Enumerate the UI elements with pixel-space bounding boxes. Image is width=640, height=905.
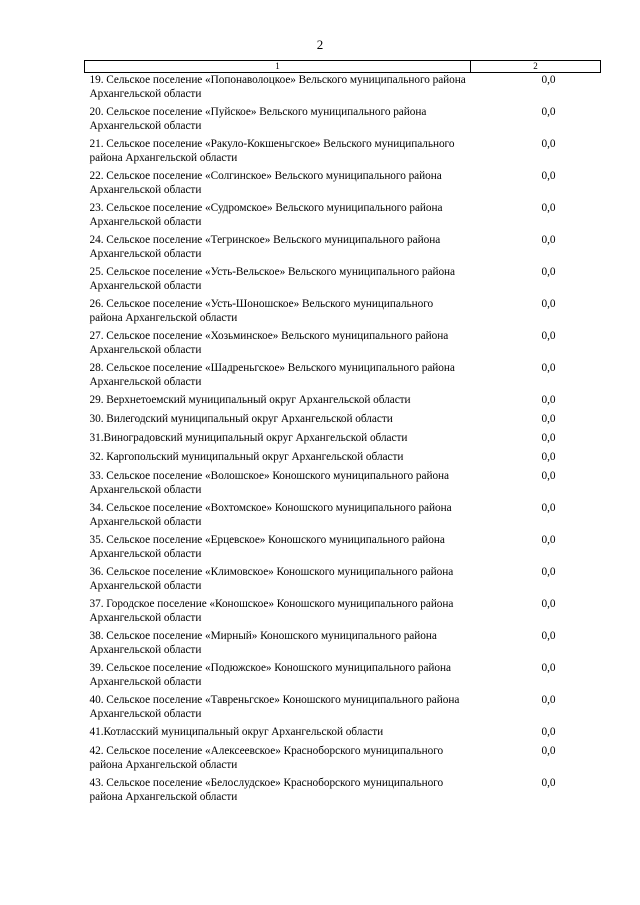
municipality-value: 0,0 [541,745,556,757]
municipality-value: 0,0 [541,298,556,310]
municipality-value: 0,0 [541,413,556,425]
table-row [85,533,601,565]
table-row [85,431,601,450]
municipality-value: 0,0 [541,106,556,118]
municipality-name: 24. Сельское поселение «Тегринское» Вельского муниципального района Архангельской области [89,234,441,260]
municipality-name: 20. Сельское поселение «Пуйское» Вельского муниципального района Архангельской области [89,106,427,132]
table-header-row [85,61,601,73]
municipality-name: 38. Сельское поселение «Мирный» Коношского муниципального района Архангельской области [89,630,437,656]
table-row [85,137,601,169]
table-row [85,412,601,431]
table-row [85,169,601,201]
municipality-name: 29. Верхнетоемский муниципальный округ Архангельской области [89,394,411,406]
municipality-name: 32. Каргопольский муниципальный округ Архангельской области [89,451,404,463]
municipality-value: 0,0 [541,630,556,642]
municipality-value: 0,0 [541,394,556,406]
page-number: 2 [316,37,324,52]
municipality-name: 25. Сельское поселение «Усть-Вельское» Вельского муниципального района Архангельской области [89,266,455,292]
municipality-value: 0,0 [541,266,556,278]
table-row [85,265,601,297]
municipality-value: 0,0 [541,502,556,514]
municipality-value: 0,0 [541,598,556,610]
municipality-value: 0,0 [541,362,556,374]
municipality-value: 0,0 [541,170,556,182]
municipality-name: 43. Сельское поселение «Белослудское» Красноборского муниципального района Архангельской области [89,777,444,803]
municipality-value: 0,0 [541,234,556,246]
municipality-name: 23. Сельское поселение «Судромское» Вельского муниципального района Архангельской области [89,202,443,228]
municipality-value: 0,0 [541,566,556,578]
table-row [85,501,601,533]
municipality-name: 28. Сельское поселение «Шадреньгское» Вельского муниципального района Архангельской области [89,362,455,388]
table-row [85,297,601,329]
table-row [85,693,601,725]
municipality-value: 0,0 [541,202,556,214]
municipality-name: 33. Сельское поселение «Волошское» Коношского муниципального района Архангельской области [89,470,449,496]
table-row [85,744,601,776]
municipality-value: 0,0 [541,330,556,342]
municipality-name: 40. Сельское поселение «Тавреньгское» Коношского муниципального района Архангельской области [89,694,460,720]
municipality-name: 41.Котласский муниципальный округ Архангельской области [89,726,384,738]
municipality-value: 0,0 [541,470,556,482]
municipality-name: 31.Виноградовский муниципальный округ Архангельской области [89,432,408,444]
table-row [85,201,601,233]
municipality-name: 42. Сельское поселение «Алексеевское» Красноборского муниципального района Архангельской области [89,745,444,771]
table-row [85,233,601,265]
table-row [85,725,601,744]
table-row [85,469,601,501]
municipality-value: 0,0 [541,694,556,706]
municipality-name: 27. Сельское поселение «Хозьминское» Вельского муниципального района Архангельской области [89,330,449,356]
table-row [85,597,601,629]
data-table [84,60,601,808]
table-row [85,105,601,137]
municipality-value: 0,0 [541,534,556,546]
table-row [85,661,601,693]
municipality-name: 30. Вилегодский муниципальный округ Архангельской области [89,413,393,425]
table-row [85,73,601,106]
municipality-name: 22. Сельское поселение «Солгинское» Вельского муниципального района Архангельской области [89,170,442,196]
municipality-name: 34. Сельское поселение «Вохтомское» Коношского муниципального района Архангельской области [89,502,452,528]
column-header-1: 1 [85,61,471,73]
municipality-name: 21. Сельское поселение «Ракуло-Кокшеньгское» Вельского муниципального района Архангельской области [89,138,455,164]
municipality-value: 0,0 [541,451,556,463]
municipality-name: 35. Сельское поселение «Ерцевское» Коношского муниципального района Архангельской области [89,534,445,560]
column-header-2: 2 [471,61,601,73]
municipality-name: 39. Сельское поселение «Подюжское» Коношского муниципального района Архангельской области [89,662,451,688]
municipality-value: 0,0 [541,777,556,789]
table-row [85,329,601,361]
table-row [85,565,601,597]
municipality-value: 0,0 [541,138,556,150]
municipality-value: 0,0 [541,74,556,86]
municipality-name: 37. Городское поселение «Коношское» Коношского муниципального района Архангельской области [89,598,454,624]
table-row [85,393,601,412]
municipality-value: 0,0 [541,726,556,738]
municipality-name: 36. Сельское поселение «Климовское» Коношского муниципального района Архангельской области [89,566,454,592]
table-row [85,776,601,808]
table-row [85,629,601,661]
municipality-name: 26. Сельское поселение «Усть-Шоношское» Вельского муниципального района Архангельской области [89,298,434,324]
municipality-value: 0,0 [541,432,556,444]
municipality-value: 0,0 [541,662,556,674]
municipality-name: 19. Сельское поселение «Попонаволоцкое» Вельского муниципального района Архангельской области [89,74,466,100]
table-row [85,450,601,469]
table-row [85,361,601,393]
